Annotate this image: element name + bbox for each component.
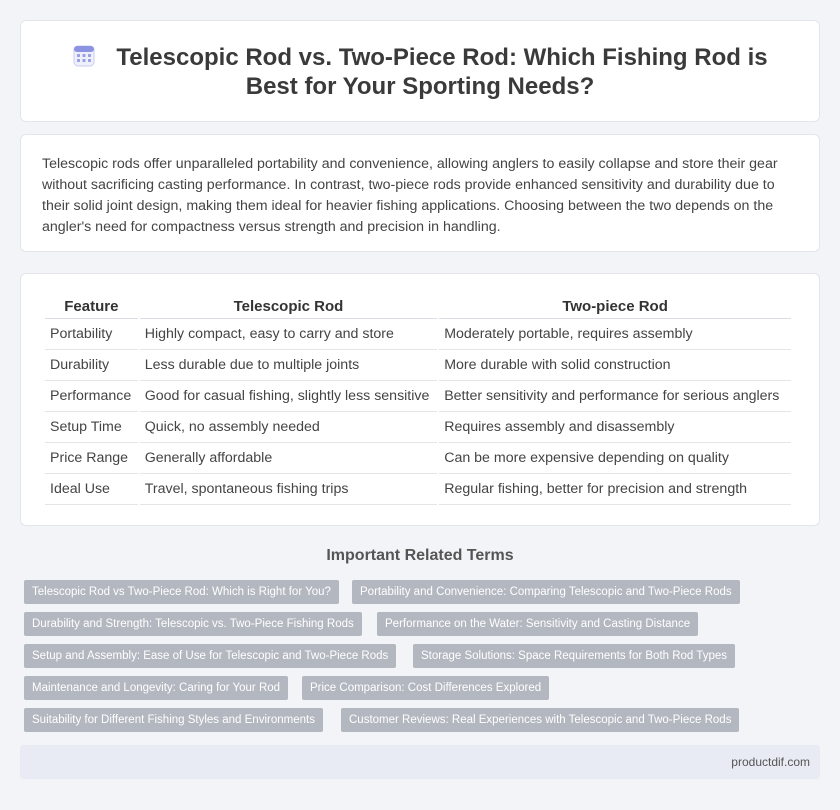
header-telescopic: Telescopic Rod <box>140 294 437 319</box>
two-piece-cell: Better sensitivity and performance for serious anglers <box>439 381 791 412</box>
telescopic-cell: Less durable due to multiple joints <box>140 350 437 381</box>
footer <box>20 745 820 779</box>
feature-cell: Ideal Use <box>45 474 138 505</box>
table-row <box>45 412 791 443</box>
related-term-tag[interactable]: Customer Reviews: Real Experiences with Telescopic and Two-Piece Rods <box>341 708 739 732</box>
two-piece-cell: Can be more expensive depending on quality <box>439 443 791 474</box>
page-title-text: Telescopic Rod vs. Two-Piece Rod: Which Fishing Rod is Best for Your Sporting Needs? <box>116 44 768 100</box>
table-row <box>45 443 791 474</box>
page-title <box>61 43 779 101</box>
table-row <box>45 319 791 350</box>
related-term-tag[interactable]: Performance on the Water: Sensitivity and Casting Distance <box>377 612 698 636</box>
related-term-tag[interactable]: Maintenance and Longevity: Caring for Your Rod <box>24 676 288 700</box>
table-row <box>45 381 791 412</box>
telescopic-cell: Highly compact, easy to carry and store <box>140 319 437 350</box>
related-term-tag[interactable]: Portability and Convenience: Comparing Telescopic and Two-Piece Rods <box>352 580 740 604</box>
related-term-tag[interactable]: Storage Solutions: Space Requirements for Both Rod Types <box>413 644 735 668</box>
feature-cell: Price Range <box>45 443 138 474</box>
table-header-row <box>45 294 791 319</box>
telescopic-cell: Travel, spontaneous fishing trips <box>140 474 437 505</box>
table-row <box>45 474 791 505</box>
intro-paragraph: Telescopic rods offer unparalleled portability and convenience, allowing anglers to easily collapse and store their gear without sacrificing casting performance. In contrast, two-piece rods provide enhanced sensitivity and durability due to their solid joint design, making them ideal for heavier fishing applications. Choosing between the two depends on the angler's need for compactness versus strength and precision in handling. <box>42 156 778 235</box>
related-term-tag[interactable]: Telescopic Rod vs Two-Piece Rod: Which is Right for You? <box>24 580 339 604</box>
comparison-card <box>20 273 820 526</box>
comparison-table <box>43 294 793 505</box>
feature-cell: Portability <box>45 319 138 350</box>
two-piece-cell: Moderately portable, requires assembly <box>439 319 791 350</box>
header-two-piece: Two-piece Rod <box>439 294 791 319</box>
related-term-tag[interactable]: Suitability for Different Fishing Styles and Environments <box>24 708 323 732</box>
header-card <box>20 20 820 122</box>
feature-cell: Performance <box>45 381 138 412</box>
calendar-grid-icon <box>72 44 96 68</box>
table-row <box>45 350 791 381</box>
telescopic-cell: Good for casual fishing, slightly less sensitive <box>140 381 437 412</box>
intro-card <box>20 134 820 252</box>
telescopic-cell: Quick, no assembly needed <box>140 412 437 443</box>
related-term-tag[interactable]: Durability and Strength: Telescopic vs. Two-Piece Fishing Rods <box>24 612 362 636</box>
footer-site-link[interactable]: productdif.com <box>731 755 810 769</box>
related-terms-heading: Important Related Terms <box>326 547 514 564</box>
related-term-tag[interactable]: Setup and Assembly: Ease of Use for Telescopic and Two-Piece Rods <box>24 644 396 668</box>
header-feature: Feature <box>45 294 138 319</box>
telescopic-cell: Generally affordable <box>140 443 437 474</box>
two-piece-cell: Requires assembly and disassembly <box>439 412 791 443</box>
feature-cell: Durability <box>45 350 138 381</box>
two-piece-cell: Regular fishing, better for precision and strength <box>439 474 791 505</box>
feature-cell: Setup Time <box>45 412 138 443</box>
two-piece-cell: More durable with solid construction <box>439 350 791 381</box>
related-term-tag[interactable]: Price Comparison: Cost Differences Explored <box>302 676 549 700</box>
